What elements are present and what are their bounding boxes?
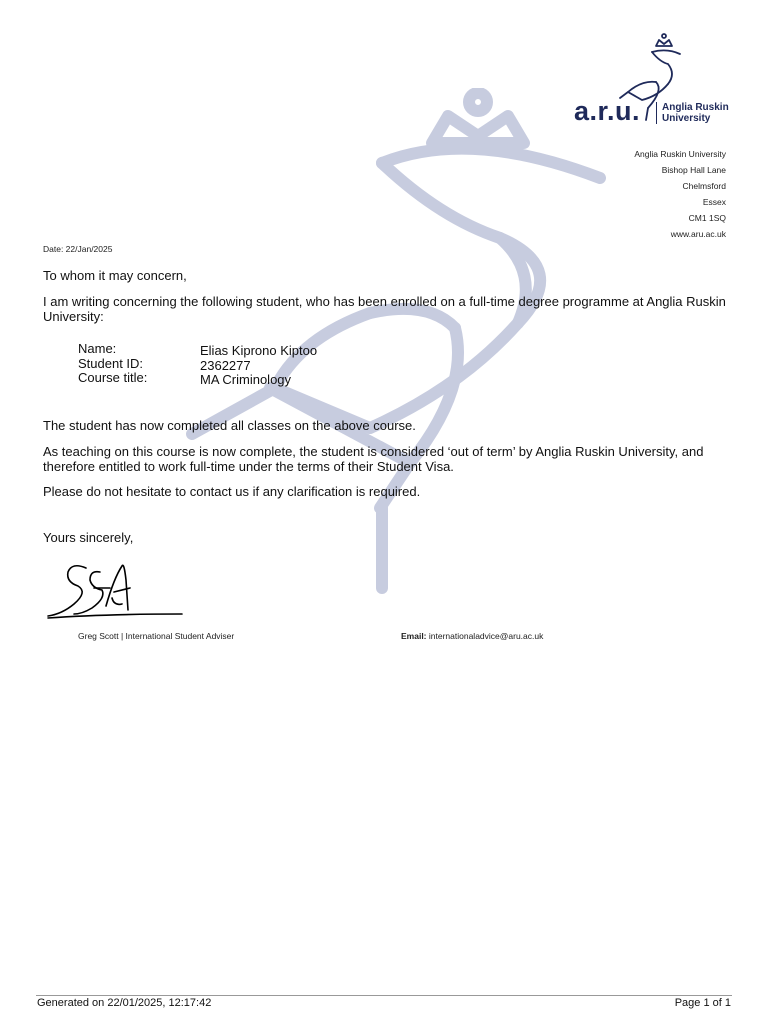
course-title-label: Course title: bbox=[78, 370, 148, 385]
student-details-values bbox=[200, 344, 500, 388]
logo-name-line1: Anglia Ruskin bbox=[662, 102, 729, 113]
student-name-value: Elias Kiprono Kiptoo bbox=[200, 343, 318, 358]
course-title-value: MA Criminology bbox=[200, 372, 292, 387]
signer-name-title: Greg Scott | International Student Adviser bbox=[78, 631, 235, 641]
logo-name-line2: University bbox=[662, 113, 711, 124]
student-id-value: 2362277 bbox=[200, 357, 251, 373]
address-line: Bishop Hall Lane bbox=[661, 165, 726, 175]
closing: Yours sincerely, bbox=[43, 530, 134, 545]
email-link[interactable]: internationaladvice@aru.ac.uk bbox=[428, 631, 544, 641]
logo-divider bbox=[656, 102, 657, 124]
address-line: CM1 1SQ bbox=[688, 213, 726, 223]
address-line: Essex bbox=[702, 197, 726, 207]
out-of-term-paragraph: As teaching on this course is now complete, the student is considered ‘out of term’ by Anglia Ruskin University, and therefore entitled to work full-time under the terms of their Student Visa. bbox=[43, 444, 704, 474]
completion-paragraph: The student has now completed all classes on the above course. bbox=[43, 418, 416, 433]
email-label: Email: bbox=[401, 631, 427, 641]
address-line: Chelmsford bbox=[682, 181, 726, 191]
contact-email bbox=[401, 631, 543, 641]
signature-image bbox=[44, 558, 184, 622]
logo-brand-text: a.r.u. bbox=[574, 96, 641, 126]
footer-divider bbox=[36, 995, 732, 996]
student-id-label: Student ID: bbox=[78, 355, 144, 371]
generated-timestamp: Generated on 22/01/2025, 12:17:42 bbox=[37, 997, 212, 1009]
address-line: Anglia Ruskin University bbox=[634, 149, 726, 159]
logo-university-name bbox=[662, 102, 729, 124]
name-label: Name: bbox=[78, 341, 117, 356]
contact-paragraph: Please do not hesitate to contact us if any clarification is required. bbox=[43, 484, 421, 499]
address-website-link[interactable]: www.aru.ac.uk bbox=[670, 229, 726, 239]
university-address bbox=[634, 146, 726, 242]
intro-paragraph: I am writing concerning the following student, who has been enrolled on a full-time degree programme at Anglia Ruskin University: bbox=[43, 294, 726, 324]
page-number: Page 1 of 1 bbox=[674, 997, 731, 1009]
letter-date: Date: 22/Jan/2025 bbox=[43, 244, 113, 254]
salutation: To whom it may concern, bbox=[43, 268, 187, 283]
student-details-labels bbox=[78, 342, 198, 386]
